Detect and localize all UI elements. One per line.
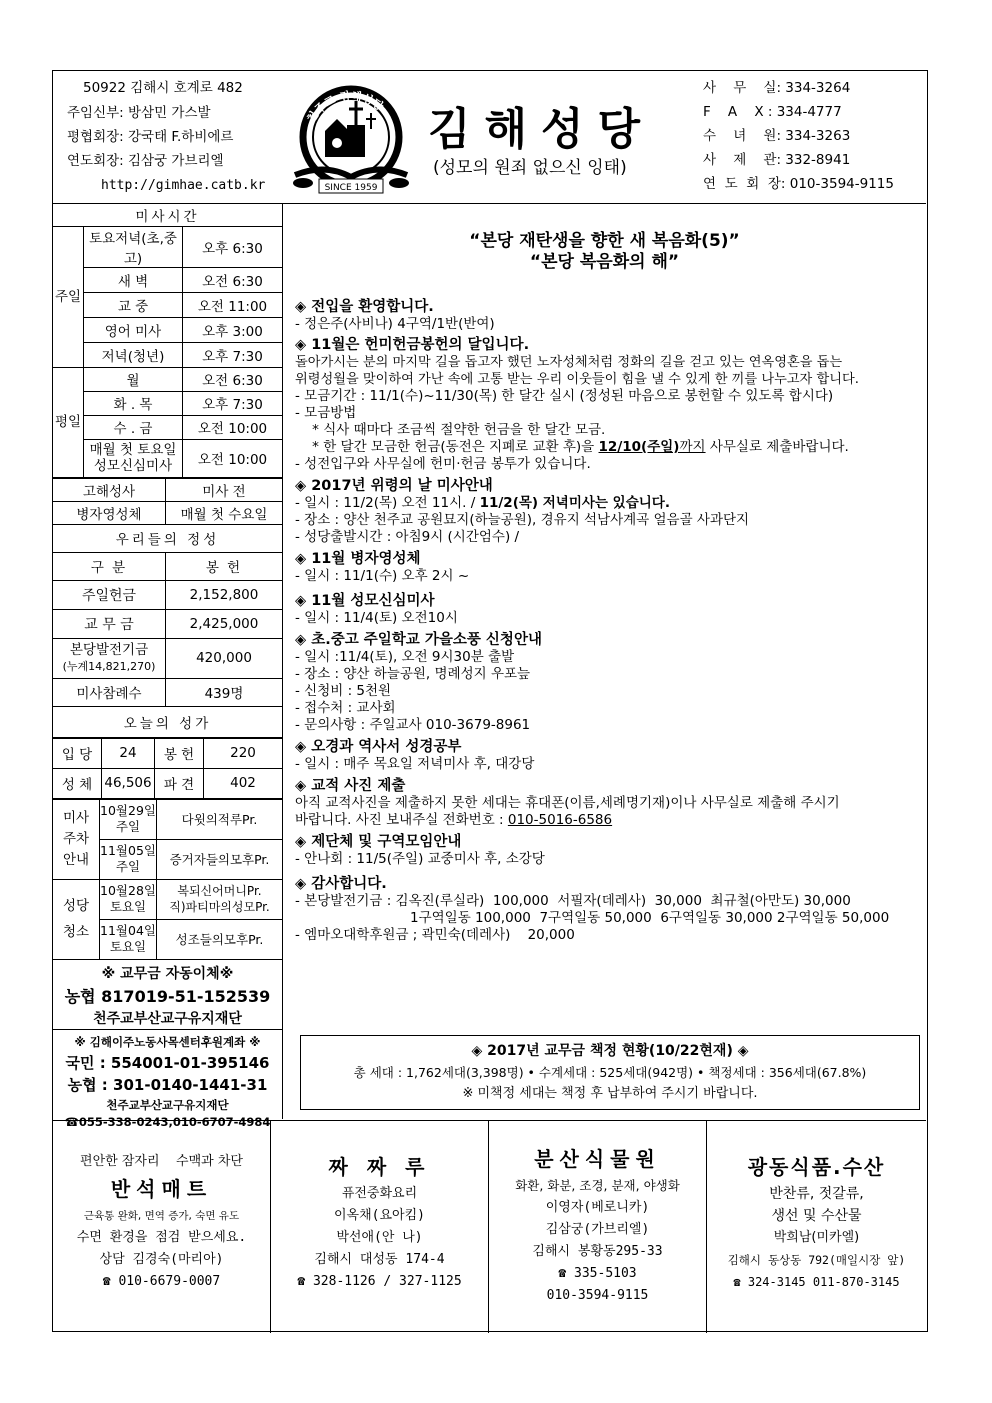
auto-transfer-account: 농협 817019-51-152539 bbox=[64, 986, 271, 1006]
ad-line: 편안한 잠자리 수맥과 차단 bbox=[80, 1154, 243, 1169]
photo-line bbox=[295, 812, 925, 829]
mass-name: 새 벽 bbox=[84, 267, 183, 292]
duty-group: 복되신어머니Pr. 직)파티마의성모Pr. bbox=[157, 879, 283, 919]
ad-line: 퓨전중화요리 bbox=[341, 1186, 418, 1201]
welcome-title: ◈ 전입을 환영합니다. bbox=[295, 299, 434, 315]
offering-value: 2,152,800 bbox=[166, 580, 283, 609]
hymn-label: 파 견 bbox=[155, 768, 204, 798]
mass-name: 화 . 목 bbox=[84, 391, 183, 415]
address: 50922 김해시 호계로 482 bbox=[83, 80, 243, 96]
parish-logo bbox=[285, 79, 417, 201]
offering-sub: (누계14,821,270) bbox=[62, 659, 156, 673]
duty-group: 성조들의모후Pr. bbox=[157, 919, 283, 959]
photo-title: ◈ 교적 사진 제출 bbox=[295, 778, 406, 794]
meeting-line: - 안나회 : 11/5(주일) 교중미사 후, 소강당 bbox=[295, 851, 545, 867]
offering-deadline-suffix: 까지 bbox=[679, 439, 706, 455]
thanks-line: - 엠마오대학후원금 ; 곽민숙(데레사) 20,000 bbox=[295, 927, 575, 943]
contact-rectory: 사 제 관: 332-8941 bbox=[703, 152, 851, 168]
mass-name: 수 . 금 bbox=[84, 415, 183, 439]
sick-communion-line: - 일시 : 11/1(수) 오후 2시 ~ bbox=[295, 568, 470, 584]
photo-phone: 010-5016-6586 bbox=[507, 812, 613, 828]
photo-line: 아직 교적사진을 제출하지 못한 세대는 휴대폰(이름,세례명기재)이나 사무실로 제출해 주시기 bbox=[295, 795, 840, 811]
thanks-title: ◈ 감사합니다. bbox=[295, 876, 387, 892]
announcements bbox=[295, 299, 925, 944]
hymn-number: 46,506 bbox=[102, 768, 155, 798]
migrant-owner: 천주교부산교구유지재단 bbox=[106, 1097, 229, 1112]
contact-mourning: 연 도 회 장: 010-3594-9115 bbox=[703, 176, 894, 192]
migrant-account-2: 농협 : 301-0140-1441-31 bbox=[67, 1075, 268, 1094]
duty-date: 11월05일 주일 bbox=[100, 839, 157, 879]
ad-line: 박희남(미카엘) bbox=[773, 1230, 860, 1245]
ad-name: 반석매트 bbox=[110, 1177, 213, 1201]
offering-label: 교 무 금 bbox=[53, 609, 166, 638]
left-column bbox=[53, 204, 283, 1129]
welcome-line: - 정은주(사비나) 4구역/1반(반여) bbox=[295, 316, 495, 332]
offering-deadline: 12/10(주일) bbox=[598, 439, 680, 455]
duty-date: 10월28일 토요일 bbox=[100, 879, 157, 919]
sick-communion-title: ◈ 11월 병자영성체 bbox=[295, 551, 421, 567]
tithe-status-box bbox=[300, 1035, 920, 1110]
all-souls-line: - 성당출발시간 : 아침9시 (시간엄수) / bbox=[295, 529, 520, 545]
offering-month-line: - 성전입구와 사무실에 헌미·헌금 봉투가 있습니다. bbox=[295, 456, 591, 472]
main-heading-1: “본당 재탄생을 향한 새 복음화(5)” bbox=[469, 231, 740, 251]
offering-month-line: 위령성월을 맞이하여 가난 속에 고통 받는 우리 이웃들이 힘을 낼 수 있게 한 끼를 나누고자 합니다. bbox=[295, 372, 859, 387]
mass-time: 오전 6:30 bbox=[183, 367, 283, 391]
main-content bbox=[283, 204, 926, 1119]
parking-label: 미사 주차 안내 bbox=[53, 799, 100, 879]
meeting-title: ◈ 제단체 및 구역모임안내 bbox=[295, 834, 462, 850]
mass-time: 오전 10:00 bbox=[183, 439, 283, 477]
offering-label: 본당발전기금 bbox=[69, 641, 149, 658]
mass-time: 오후 3:00 bbox=[183, 317, 283, 342]
main-heading bbox=[283, 231, 926, 273]
offering-value: 2,425,000 bbox=[166, 609, 283, 638]
hymn-number: 24 bbox=[102, 738, 155, 768]
mass-time: 오전 10:00 bbox=[183, 415, 283, 439]
main-heading-2: “본당 복음화의 해” bbox=[529, 252, 680, 272]
ad-bunsan-plant bbox=[489, 1121, 707, 1333]
mass-time: 오후 6:30 bbox=[183, 226, 283, 267]
auto-transfer-title: ※ 교무금 자동이체※ bbox=[101, 965, 234, 982]
auto-transfer-owner: 천주교부산교구유지재단 bbox=[93, 1010, 242, 1027]
offering-month-title: ◈ 11월은 헌미헌금봉헌의 달입니다. bbox=[295, 337, 530, 353]
logo-text: 천주교 김해성당 bbox=[304, 89, 386, 125]
offering-line-text: * 한 달간 모금한 헌금(동전은 지폐로 교환 후)을 bbox=[295, 439, 599, 455]
hymn-number: 402 bbox=[204, 768, 283, 798]
header bbox=[53, 71, 926, 204]
mass-name: 저녁(청년) bbox=[84, 342, 183, 367]
mass-name: 영어 미사 bbox=[84, 317, 183, 342]
pastor: 주임신부: 방삼민 가스발 bbox=[67, 105, 211, 121]
mass-schedule-table bbox=[53, 204, 282, 478]
thanks-line: 1구역일동 100,000 7구역일동 50,000 6구역일동 30,000 2구역일동 50,000 bbox=[410, 910, 890, 926]
duty-date: 10월29일 주일 bbox=[100, 799, 157, 839]
tithe-title: ◈ 2017년 교무금 책정 현황(10/22현재) ◈ bbox=[471, 1043, 749, 1059]
ad-name: 광동식품.수산 bbox=[747, 1155, 886, 1179]
ad-line: 이옥채(요아킴) bbox=[333, 1208, 425, 1223]
picnic-line: - 접수처 : 교사회 bbox=[295, 700, 396, 716]
ad-gwangdong-food bbox=[707, 1121, 926, 1333]
hymn-table bbox=[53, 738, 282, 799]
offering-line-text: 사무실로 제출바랍니다. bbox=[705, 439, 849, 455]
picnic-line: - 신청비 : 5천원 bbox=[295, 683, 392, 699]
duty-table bbox=[53, 799, 282, 960]
all-souls-time: - 일시 : 11/2(목) 오전 11시. / bbox=[295, 495, 480, 511]
ad-bansuk-mat bbox=[53, 1121, 271, 1333]
marian-mass-line: - 일시 : 11/4(토) 오전10시 bbox=[295, 610, 458, 626]
offering-month-line: * 식사 때마다 조금씩 절약한 헌금을 한 달간 모금. bbox=[295, 422, 606, 438]
ad-line: 김삼궁(가브리엘) bbox=[545, 1222, 650, 1237]
ad-name: 분산식물원 bbox=[534, 1147, 661, 1171]
migrant-title: ※ 김해이주노동사목센터후원계좌 ※ bbox=[74, 1034, 261, 1049]
marian-mass-title: ◈ 11월 성모신심미사 bbox=[295, 593, 435, 609]
bible-study-line: - 일시 : 매주 목요일 저녁미사 후, 대강당 bbox=[295, 756, 535, 772]
ad-line: 생선 및 수산물 bbox=[771, 1208, 862, 1224]
contact-office: 사 무 실: 334-3264 bbox=[703, 80, 851, 96]
hymn-title: 오늘의 성가 bbox=[53, 706, 282, 737]
tithe-stats: 총 세대 : 1,762세대(3,398명) • 수계세대 : 525세대(942명) • 책정세대 : 356세대(67.8%) bbox=[353, 1065, 867, 1080]
confession-label: 고해성사 bbox=[53, 478, 166, 501]
sick-label: 병자영성체 bbox=[53, 501, 166, 524]
mass-time: 오후 7:30 bbox=[183, 391, 283, 415]
mass-time: 오전 6:30 bbox=[183, 267, 283, 292]
thanks-line: - 본당발전기금 : 김옥진(루실라) 100,000 서필자(데레사) 30,000 최규철(아만도) 30,000 bbox=[295, 893, 851, 909]
ad-phone: ☎ 335-5103 bbox=[558, 1266, 637, 1281]
ad-line: 김해시 대성동 174-4 bbox=[314, 1252, 445, 1267]
photo-text: 바랍니다. 사진 보내주실 전화번호 : bbox=[295, 812, 508, 828]
cleaning-label: 성당 청소 bbox=[53, 879, 100, 959]
ad-line: 박선애(안 나) bbox=[336, 1230, 423, 1245]
offering-month-line: - 모금방법 bbox=[295, 405, 357, 421]
council-president: 평협회장: 강국태 F.하비에르 bbox=[67, 129, 234, 145]
ad-line: 상담 김경숙(마리아) bbox=[99, 1252, 224, 1267]
offering-head-amount: 봉 헌 bbox=[166, 552, 283, 580]
mass-time: 오전 11:00 bbox=[183, 292, 283, 317]
parish-title: 김해성당 bbox=[428, 104, 655, 155]
offering-head-category: 구 분 bbox=[53, 552, 166, 580]
bible-study-title: ◈ 오경과 역사서 성경공부 bbox=[295, 739, 462, 755]
offering-label-cell bbox=[53, 638, 166, 678]
mass-name: 월 bbox=[84, 367, 183, 391]
offering-label: 미사참례수 bbox=[53, 678, 166, 706]
weekday-label: 평일 bbox=[53, 367, 84, 477]
ad-phone: ☎ 010-6679-0007 bbox=[102, 1274, 221, 1289]
picnic-line: - 문의사항 : 주일교사 010-3679-8961 bbox=[295, 717, 531, 733]
ad-phone: ☎ 328-1126 / 327-1125 bbox=[297, 1274, 462, 1289]
sacrament-table bbox=[53, 478, 282, 738]
sunday-label: 주일 bbox=[53, 226, 84, 367]
ads-section bbox=[53, 1120, 926, 1333]
hymn-number: 220 bbox=[204, 738, 283, 768]
tithe-note: ※ 미책정 세대는 책정 후 납부하여 주시기 바랍니다. bbox=[462, 1086, 758, 1101]
duty-group: 증거자들의모후Pr. bbox=[157, 839, 283, 879]
migrant-phone: ☎055-338-0243,010-6707-4984 bbox=[64, 1114, 271, 1129]
duty-date: 11월04일 토요일 bbox=[100, 919, 157, 959]
picnic-line: - 일시 :11/4(토), 오전 9시30분 출발 bbox=[295, 649, 515, 665]
offering-month-line: - 모금기간 : 11/1(수)~11/30(목) 한 달간 실시 (정성된 마음으로 봉헌할 수 있도록 합시다) bbox=[295, 388, 834, 404]
mass-name: 토요저녁(초,중고) bbox=[84, 226, 183, 267]
mass-name: 교 중 bbox=[84, 292, 183, 317]
bulletin-page bbox=[52, 70, 928, 1332]
migrant-account-1: 국민 : 554001-01-395146 bbox=[65, 1053, 270, 1072]
ad-name: 짜 짜 루 bbox=[328, 1155, 431, 1179]
ad-line: 근육통 완화, 면역 증가, 숙면 유도 bbox=[83, 1210, 240, 1222]
duty-group: 다윗의적루Pr. bbox=[157, 799, 283, 839]
mass-title: 미사시간 bbox=[53, 204, 282, 226]
ad-phone: ☎ 324-3145 011-870-3145 bbox=[733, 1275, 900, 1289]
ad-line: 반찬류, 젓갈류, bbox=[769, 1186, 864, 1202]
mass-name: 매월 첫 토요일 성모신심미사 bbox=[84, 439, 183, 477]
ad-line: 이영자(베로니카) bbox=[545, 1200, 650, 1215]
hymn-label: 성 체 bbox=[53, 768, 102, 798]
website-url[interactable]: http://gimhae.catb.kr bbox=[101, 178, 266, 193]
contact-convent: 수 녀 원: 334-3263 bbox=[703, 128, 851, 144]
all-souls-evening: 11/2(목) 저녁미사는 있습니다. bbox=[479, 495, 670, 511]
contact-fax: F A X : 334-4777 bbox=[703, 104, 842, 120]
ad-line: 수면 환경을 점검 받으세요. bbox=[76, 1230, 247, 1245]
migrant-center-box bbox=[53, 1034, 282, 1128]
youth-president: 연도회장: 김삼궁 가브리엘 bbox=[67, 153, 224, 169]
hymn-label: 입 당 bbox=[53, 738, 102, 768]
auto-transfer-box bbox=[53, 963, 282, 1030]
offering-month-line: 돌아가시는 분의 마지막 길을 돕고자 했던 노자성체처럼 정화의 길을 걷고 있는 연옥영혼을 돕는 bbox=[295, 355, 843, 370]
all-souls-title: ◈ 2017년 위령의 날 미사안내 bbox=[295, 478, 493, 494]
logo-since: SINCE 1959 bbox=[324, 183, 378, 193]
picnic-title: ◈ 초.중고 주일학교 가을소풍 신청안내 bbox=[295, 632, 542, 648]
offering-month-line bbox=[295, 439, 925, 456]
ad-jjajjaru bbox=[271, 1121, 489, 1333]
ad-line: 김해시 동상동 792(매일시장 앞) bbox=[727, 1253, 906, 1267]
mass-time: 오후 7:30 bbox=[183, 342, 283, 367]
confession-value: 미사 전 bbox=[166, 478, 283, 501]
ad-line: 김해시 봉황동295-33 bbox=[532, 1244, 663, 1259]
sick-value: 매월 첫 수요일 bbox=[166, 501, 283, 524]
offering-title: 우리들의 정성 bbox=[53, 524, 282, 552]
hymn-label: 봉 헌 bbox=[155, 738, 204, 768]
picnic-line: - 장소 : 양산 하늘공원, 명례성지 우포늪 bbox=[295, 666, 531, 682]
ad-line: 화환, 화분, 조경, 분재, 야생화 bbox=[515, 1178, 680, 1193]
all-souls-line bbox=[295, 495, 925, 512]
offering-value: 439명 bbox=[166, 678, 283, 706]
offering-value: 420,000 bbox=[166, 638, 283, 678]
ad-phone: 010-3594-9115 bbox=[546, 1288, 649, 1303]
offering-label: 주일헌금 bbox=[53, 580, 166, 609]
all-souls-line: - 장소 : 양산 천주교 공원묘지(하늘공원), 경유지 석남사계곡 얼음골 사과단지 bbox=[295, 512, 750, 528]
parish-subtitle: (성모의 원죄 없으신 잉태) bbox=[433, 158, 627, 178]
